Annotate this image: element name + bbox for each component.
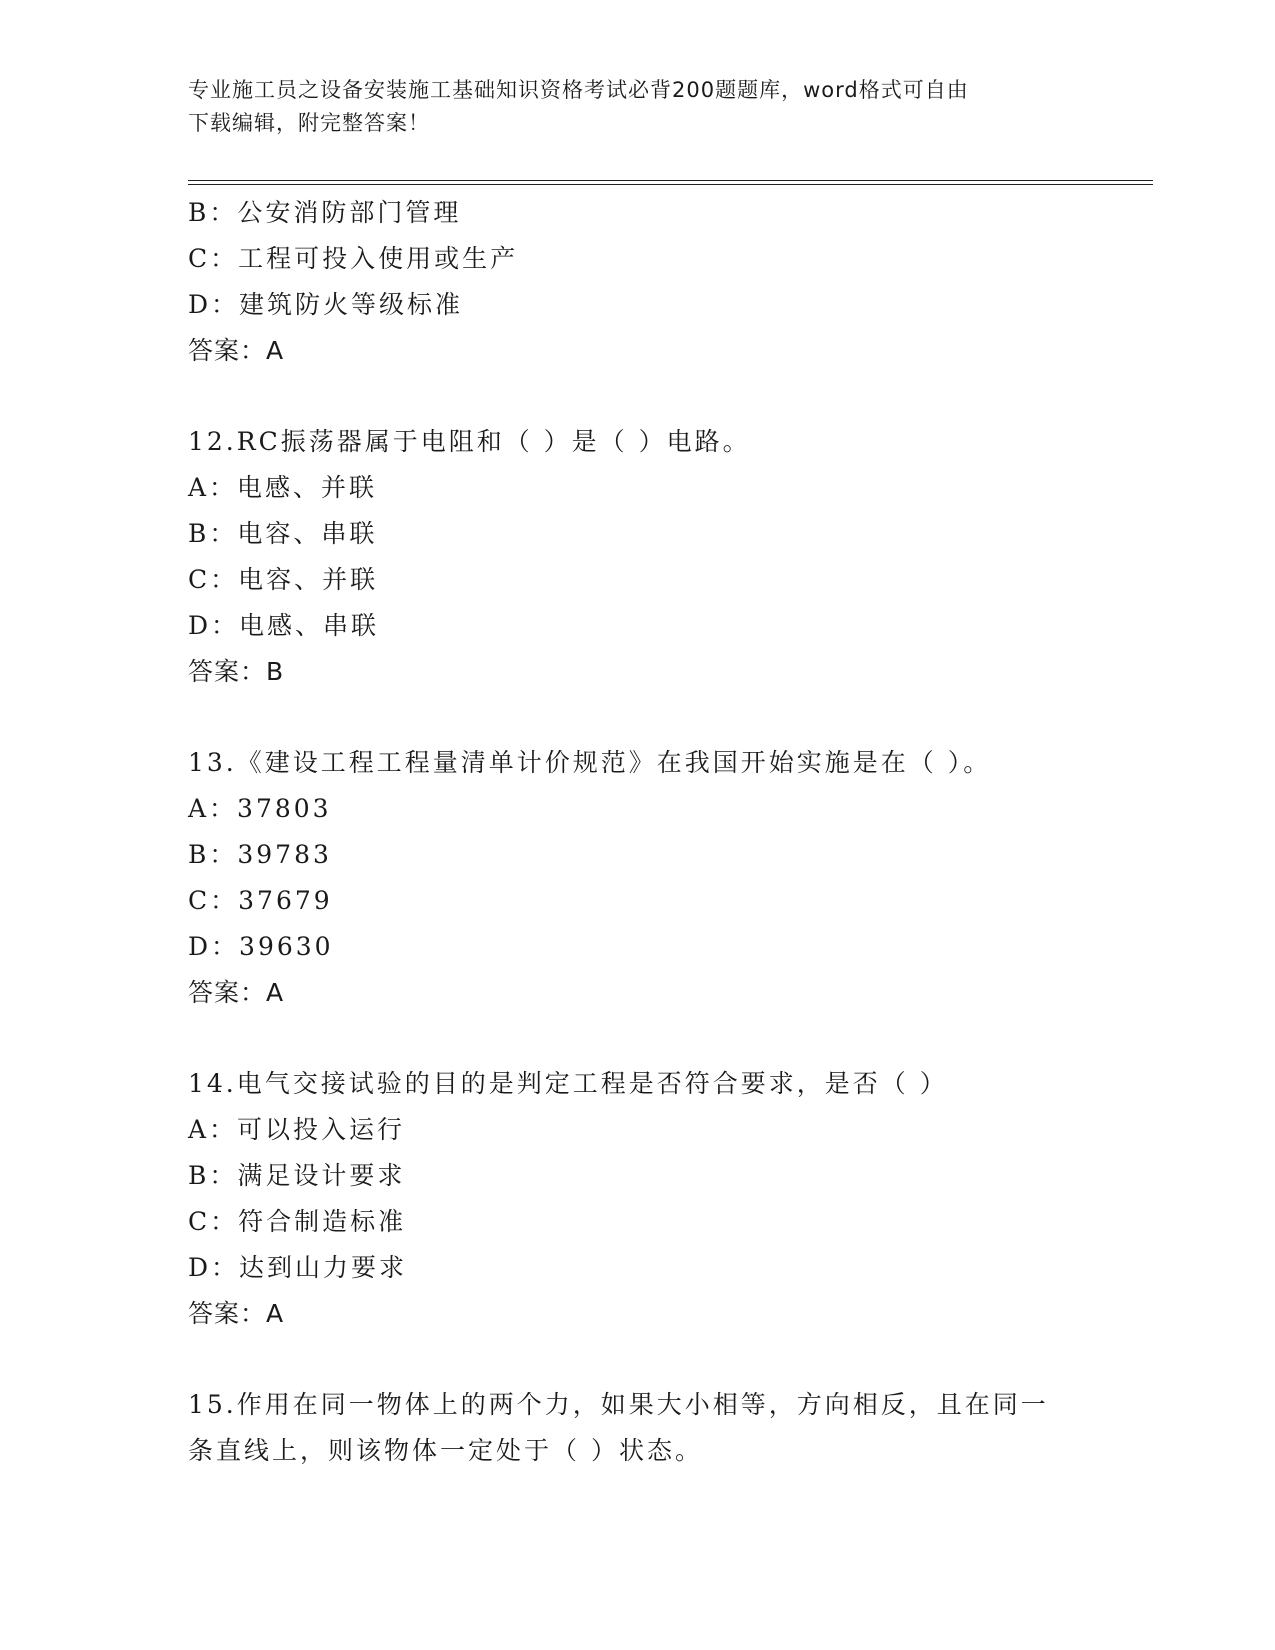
answer-line: 答案：A — [188, 336, 285, 365]
question-block-12 — [188, 419, 1088, 695]
question-text: 13.《建设工程工程量清单计价规范》在我国开始实施是在（ ）。 — [188, 748, 992, 777]
question-block-11 — [188, 190, 1088, 374]
option-d: D：电感、串联 — [188, 611, 380, 640]
header-divider-top — [188, 180, 1153, 181]
question-text-line-2: 条直线上，则该物体一定处于（ ）状态。 — [188, 1436, 703, 1465]
document-header — [188, 74, 1068, 140]
question-list — [188, 190, 1088, 1474]
option-a: A：可以投入运行 — [188, 1115, 406, 1144]
option-c: C：电容、并联 — [188, 565, 379, 594]
option-d: D：达到山力要求 — [188, 1253, 408, 1282]
header-line-1: 专业施工员之设备安装施工基础知识资格考试必背200题题库，word格式可自由 — [188, 78, 969, 102]
answer-line: 答案：A — [188, 978, 285, 1007]
question-text-line-1: 15.作用在同一物体上的两个力，如果大小相等，方向相反，且在同一 — [188, 1390, 1049, 1419]
option-b: B：公安消防部门管理 — [188, 198, 462, 227]
option-c: C：符合制造标准 — [188, 1207, 407, 1236]
option-a: A：电感、并联 — [188, 473, 378, 502]
option-a: A：37803 — [188, 794, 332, 823]
option-b: B：满足设计要求 — [188, 1161, 406, 1190]
header-line-2: 下载编辑，附完整答案！ — [188, 111, 430, 135]
question-text: 14.电气交接试验的目的是判定工程是否符合要求，是否（ ） — [188, 1069, 948, 1098]
question-block-15 — [188, 1382, 1088, 1474]
question-block-14 — [188, 1061, 1088, 1337]
question-block-13 — [188, 740, 1088, 1016]
answer-line: 答案：B — [188, 657, 285, 686]
option-c: C：37679 — [188, 886, 333, 915]
option-b: B：39783 — [188, 840, 332, 869]
option-b: B：电容、串联 — [188, 519, 378, 548]
option-c: C：工程可投入使用或生产 — [188, 244, 519, 273]
question-text: 12.RC振荡器属于电阻和（ ）是（ ）电路。 — [188, 427, 751, 456]
answer-line: 答案：A — [188, 1299, 285, 1328]
option-d: D：39630 — [188, 932, 334, 961]
option-d: D：建筑防火等级标准 — [188, 290, 464, 319]
header-divider-bottom — [188, 184, 1153, 185]
